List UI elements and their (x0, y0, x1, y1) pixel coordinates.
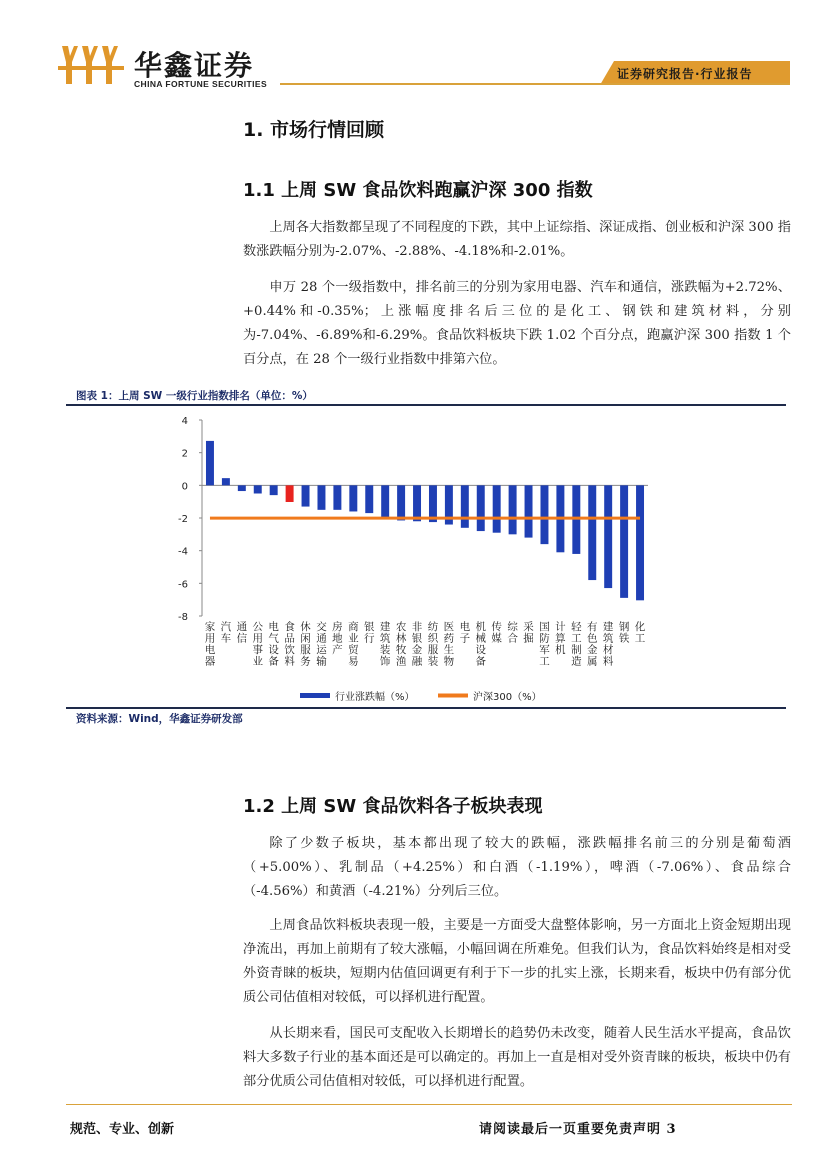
paragraph-3: 除了少数子板块，基本都出现了较大的跌幅，涨跌幅排名前三的分别是葡萄酒（+5.00%）、乳制品（+4.25%）和白酒（-1.19%），啤酒（-7.06%）、食品综合（-4.56%）和黄酒（-4.21%）分列后三位。 (243, 836, 791, 899)
category-label: 有色金属 (587, 621, 598, 668)
bar-6 (286, 485, 294, 502)
company-logo-icon (56, 42, 128, 88)
bar-22 (540, 485, 548, 544)
category-label: 电气设备 (268, 621, 279, 668)
footer-rule (66, 1104, 792, 1105)
bar-27 (620, 485, 628, 598)
legend-line-swatch (438, 694, 468, 698)
y-tick-label: -4 (178, 546, 188, 558)
bar-12 (381, 485, 389, 518)
bar-25 (588, 485, 596, 580)
subsection-title-1: 1.1 上周 SW 食品饮料跑赢沪深 300 指数 (243, 180, 593, 201)
bar-14 (413, 485, 421, 521)
bar-13 (397, 485, 405, 520)
logo-text-cn: 华鑫证券 (134, 49, 255, 82)
bar-19 (493, 485, 501, 532)
header-badge: 证券研究报告·行业报告 (617, 67, 753, 81)
category-label: 建筑材料 (602, 621, 614, 668)
logo-text-en: CHINA FORTUNE SECURITIES (134, 79, 268, 89)
bar-1 (206, 441, 214, 485)
figure-caption: 图表 1：上周 SW 一级行业指数排名（单位：%） (76, 390, 313, 402)
category-label: 食品饮料 (284, 621, 295, 668)
category-label: 家用电器 (204, 621, 216, 668)
bar-8 (317, 485, 325, 510)
subsection-title-2: 1.2 上周 SW 食品饮料各子板块表现 (243, 796, 543, 817)
paragraph-4: 上周食品饮料板块表现一般，主要是一方面受大盘整体影响，另一方面北上资金短期出现净流出，再加上前期有了较大涨幅，小幅回调在所难免。但我们认为，食品饮料始终是相对受外资青睐的板块，短期内估值回调更有利于下一步的扎实上涨，长期来看，板块中仍有部分优质公司估值相对较低，可以择机进行配置。 (243, 918, 791, 1005)
paragraph-1: 上周各大指数都呈现了不同程度的下跌，其中上证综指、深证成指、创业板和沪深 300 指数涨跌幅分别为-2.07%、-2.88%、-4.18%和-2.01%。 (243, 220, 791, 259)
category-label: 轻工制造 (571, 621, 582, 668)
figure-top-rule (66, 404, 786, 406)
y-tick-label: -8 (178, 612, 188, 623)
bar-2 (222, 478, 230, 485)
paragraph-2: 申万 28 个一级指数中，排名前三的分别为家用电器、汽车和通信，涨跌幅为+2.72%、+0.44%和-0.35%；上涨幅度排名后三位的是化工、钢铁和建筑材料，分别为-7.04%、-6.89%和-6.29%。食品饮料板块下跌 1.02 个百分点，跑赢沪深 300 指数 1 个百分点，在 28 个一级行业指数中排第六位。 (243, 280, 791, 367)
category-label: 采掘 (523, 621, 534, 645)
category-label: 计算机 (555, 621, 566, 656)
bar-18 (477, 485, 485, 531)
legend-bar-swatch (300, 693, 330, 698)
bar-3 (238, 485, 246, 491)
y-tick-label: 0 (181, 481, 188, 493)
category-label: 医药生物 (443, 621, 455, 668)
bar-28 (636, 485, 644, 600)
category-label: 电子 (459, 621, 471, 645)
category-label: 公用事业 (252, 621, 263, 668)
bar-11 (365, 485, 373, 513)
category-label: 农林牧渔 (395, 621, 407, 668)
y-tick-label: 2 (181, 448, 188, 460)
bar-10 (349, 485, 357, 511)
category-label: 交通运输 (316, 621, 327, 668)
figure-source: 资料来源：Wind，华鑫证券研发部 (76, 713, 243, 725)
paragraph-5: 从长期来看，国民可支配收入长期增长的趋势仍未改变，随着人民生活水平提高，食品饮料大多数子行业的基本面还是可以确定的。再加上一直是相对受外资青睐的板块，板块中仍有部分优质公司估值相对较低，可以择机进行配置。 (243, 1026, 791, 1089)
category-label: 机械设备 (475, 621, 486, 668)
bar-15 (429, 485, 437, 522)
category-label: 传媒 (491, 621, 502, 645)
bar-21 (525, 485, 533, 537)
category-label: 通信 (236, 621, 248, 645)
category-label: 银行 (364, 621, 375, 645)
category-label: 纺织服装 (427, 621, 439, 668)
legend-line-label: 沪深300（%） (473, 692, 542, 703)
category-label: 建筑装饰 (379, 621, 391, 668)
bar-26 (604, 485, 612, 588)
category-label: 钢铁 (618, 621, 630, 645)
category-label: 非银金融 (411, 621, 423, 668)
footer-slogan: 规范、专业、创新 (70, 1122, 175, 1137)
category-label: 商业贸易 (348, 621, 359, 668)
bar-4 (254, 485, 262, 493)
header-rule (280, 83, 790, 85)
category-label: 综合 (507, 621, 518, 645)
category-label: 汽车 (220, 621, 232, 645)
bar-5 (270, 485, 278, 495)
y-tick-label: -2 (178, 514, 188, 525)
legend-bar-label: 行业涨跌幅（%） (335, 692, 415, 703)
y-tick-label: 4 (181, 416, 188, 427)
category-label: 休闲服务 (300, 621, 311, 668)
category-label: 国防军工 (539, 621, 550, 668)
category-label: 房地产 (332, 621, 343, 656)
figure-bottom-rule (66, 707, 786, 709)
bar-20 (509, 485, 517, 534)
industry-bar-chart (160, 412, 660, 708)
category-label: 化工 (634, 621, 646, 645)
bar-7 (302, 485, 310, 506)
section-title: 1. 市场行情回顾 (243, 119, 385, 141)
bar-17 (461, 485, 469, 527)
y-tick-label: -6 (178, 579, 188, 591)
bar-9 (333, 485, 341, 510)
footer-disclaimer: 请阅读最后一页重要免责声明 3 (479, 1122, 677, 1137)
